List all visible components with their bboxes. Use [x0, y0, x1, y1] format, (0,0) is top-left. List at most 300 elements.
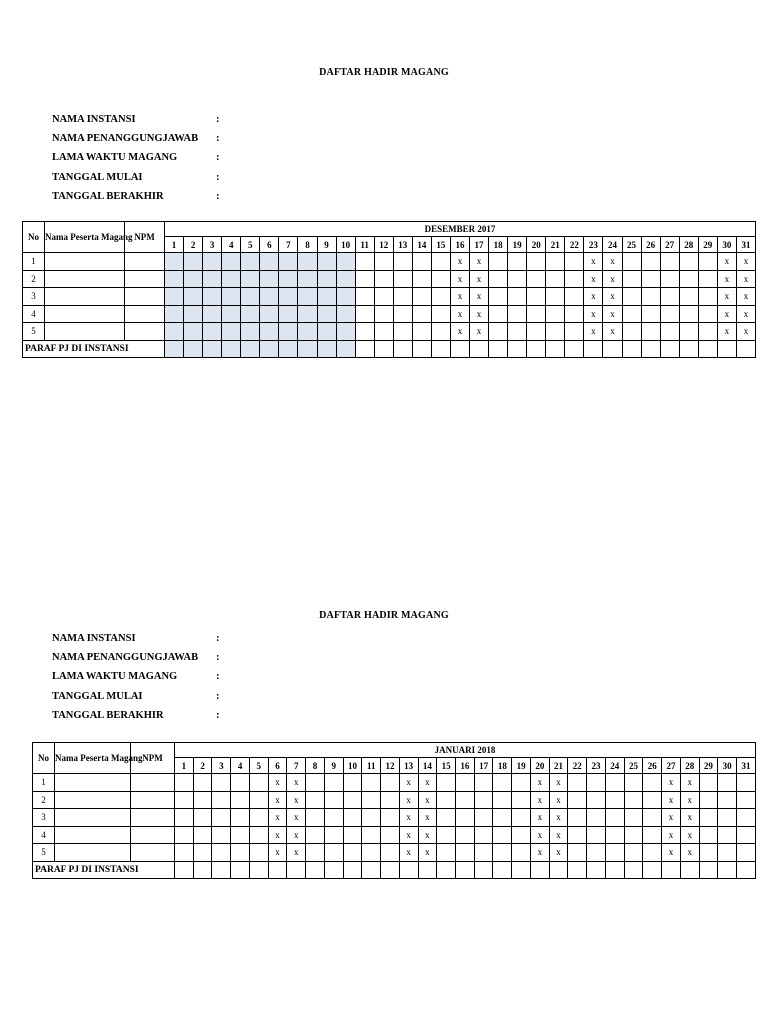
- day-cell[interactable]: [605, 826, 624, 844]
- day-cell[interactable]: [374, 253, 393, 271]
- npm-cell[interactable]: [125, 288, 165, 306]
- day-cell[interactable]: [718, 826, 737, 844]
- day-cell[interactable]: [437, 809, 456, 827]
- day-cell[interactable]: [231, 826, 250, 844]
- day-cell[interactable]: [231, 844, 250, 862]
- participant-name-cell[interactable]: [55, 826, 131, 844]
- day-cell[interactable]: [662, 826, 681, 844]
- day-cell[interactable]: [268, 774, 287, 792]
- paraf-cell[interactable]: [680, 861, 699, 878]
- day-cell[interactable]: [470, 323, 489, 341]
- day-cell[interactable]: [450, 323, 469, 341]
- paraf-cell[interactable]: [317, 340, 336, 357]
- day-cell[interactable]: [362, 844, 381, 862]
- day-cell[interactable]: [641, 270, 660, 288]
- day-cell[interactable]: [641, 305, 660, 323]
- day-cell[interactable]: [431, 323, 450, 341]
- day-cell[interactable]: [306, 844, 325, 862]
- day-cell[interactable]: [374, 270, 393, 288]
- day-cell[interactable]: [393, 270, 412, 288]
- day-cell[interactable]: [624, 844, 643, 862]
- day-cell[interactable]: [279, 270, 298, 288]
- day-cell[interactable]: [605, 774, 624, 792]
- day-cell[interactable]: [470, 305, 489, 323]
- paraf-cell[interactable]: [641, 340, 660, 357]
- day-cell[interactable]: [249, 844, 268, 862]
- day-cell[interactable]: [508, 288, 527, 306]
- day-cell[interactable]: [355, 323, 374, 341]
- day-cell[interactable]: [306, 791, 325, 809]
- day-cell[interactable]: [565, 323, 584, 341]
- day-cell[interactable]: [474, 774, 493, 792]
- day-cell[interactable]: [324, 809, 343, 827]
- day-cell[interactable]: [546, 270, 565, 288]
- day-cell[interactable]: [680, 774, 699, 792]
- paraf-cell[interactable]: [399, 861, 418, 878]
- day-cell[interactable]: [546, 288, 565, 306]
- participant-name-cell[interactable]: [45, 288, 125, 306]
- day-cell[interactable]: [680, 791, 699, 809]
- paraf-cell[interactable]: [699, 861, 718, 878]
- day-cell[interactable]: [184, 305, 203, 323]
- day-cell[interactable]: [450, 288, 469, 306]
- npm-cell[interactable]: [125, 270, 165, 288]
- day-cell[interactable]: [399, 791, 418, 809]
- day-cell[interactable]: [193, 844, 212, 862]
- day-cell[interactable]: [324, 774, 343, 792]
- day-cell[interactable]: [587, 826, 606, 844]
- day-cell[interactable]: [680, 844, 699, 862]
- day-cell[interactable]: [698, 288, 717, 306]
- day-cell[interactable]: [260, 323, 279, 341]
- day-cell[interactable]: [470, 288, 489, 306]
- day-cell[interactable]: [679, 253, 698, 271]
- day-cell[interactable]: [336, 323, 355, 341]
- day-cell[interactable]: [718, 774, 737, 792]
- day-cell[interactable]: [222, 270, 241, 288]
- day-cell[interactable]: [474, 809, 493, 827]
- npm-cell[interactable]: [131, 809, 175, 827]
- day-cell[interactable]: [374, 288, 393, 306]
- day-cell[interactable]: [662, 774, 681, 792]
- paraf-cell[interactable]: [222, 340, 241, 357]
- day-cell[interactable]: [527, 323, 546, 341]
- paraf-cell[interactable]: [622, 340, 641, 357]
- paraf-cell[interactable]: [456, 861, 475, 878]
- paraf-cell[interactable]: [603, 340, 622, 357]
- paraf-cell[interactable]: [412, 340, 431, 357]
- day-cell[interactable]: [222, 323, 241, 341]
- day-cell[interactable]: [624, 809, 643, 827]
- day-cell[interactable]: [165, 270, 184, 288]
- paraf-cell[interactable]: [249, 861, 268, 878]
- day-cell[interactable]: [718, 791, 737, 809]
- day-cell[interactable]: [212, 774, 231, 792]
- paraf-cell[interactable]: [306, 861, 325, 878]
- day-cell[interactable]: [680, 809, 699, 827]
- participant-name-cell[interactable]: [45, 253, 125, 271]
- day-cell[interactable]: [474, 791, 493, 809]
- day-cell[interactable]: [530, 844, 549, 862]
- paraf-cell[interactable]: [324, 861, 343, 878]
- day-cell[interactable]: [717, 323, 736, 341]
- paraf-cell[interactable]: [718, 861, 737, 878]
- day-cell[interactable]: [203, 288, 222, 306]
- day-cell[interactable]: [512, 826, 531, 844]
- day-cell[interactable]: [343, 774, 362, 792]
- day-cell[interactable]: [584, 305, 603, 323]
- day-cell[interactable]: [660, 270, 679, 288]
- day-cell[interactable]: [343, 826, 362, 844]
- paraf-cell[interactable]: [241, 340, 260, 357]
- day-cell[interactable]: [456, 826, 475, 844]
- paraf-cell[interactable]: [736, 340, 755, 357]
- day-cell[interactable]: [549, 826, 568, 844]
- day-cell[interactable]: [662, 791, 681, 809]
- paraf-cell[interactable]: [184, 340, 203, 357]
- day-cell[interactable]: [336, 288, 355, 306]
- day-cell[interactable]: [527, 305, 546, 323]
- day-cell[interactable]: [737, 809, 756, 827]
- day-cell[interactable]: [450, 270, 469, 288]
- day-cell[interactable]: [241, 323, 260, 341]
- day-cell[interactable]: [175, 774, 194, 792]
- paraf-cell[interactable]: [717, 340, 736, 357]
- day-cell[interactable]: [431, 288, 450, 306]
- day-cell[interactable]: [437, 791, 456, 809]
- day-cell[interactable]: [298, 253, 317, 271]
- day-cell[interactable]: [603, 288, 622, 306]
- paraf-cell[interactable]: [393, 340, 412, 357]
- day-cell[interactable]: [231, 809, 250, 827]
- day-cell[interactable]: [231, 791, 250, 809]
- day-cell[interactable]: [549, 809, 568, 827]
- day-cell[interactable]: [456, 844, 475, 862]
- day-cell[interactable]: [603, 323, 622, 341]
- day-cell[interactable]: [624, 791, 643, 809]
- paraf-cell[interactable]: [662, 861, 681, 878]
- day-cell[interactable]: [622, 270, 641, 288]
- day-cell[interactable]: [287, 809, 306, 827]
- day-cell[interactable]: [336, 305, 355, 323]
- npm-cell[interactable]: [125, 305, 165, 323]
- day-cell[interactable]: [437, 844, 456, 862]
- day-cell[interactable]: [493, 791, 512, 809]
- paraf-cell[interactable]: [605, 861, 624, 878]
- day-cell[interactable]: [393, 323, 412, 341]
- day-cell[interactable]: [718, 809, 737, 827]
- day-cell[interactable]: [643, 809, 662, 827]
- day-cell[interactable]: [317, 253, 336, 271]
- day-cell[interactable]: [587, 809, 606, 827]
- paraf-cell[interactable]: [568, 861, 587, 878]
- day-cell[interactable]: [493, 826, 512, 844]
- npm-cell[interactable]: [131, 826, 175, 844]
- day-cell[interactable]: [287, 791, 306, 809]
- day-cell[interactable]: [508, 305, 527, 323]
- paraf-cell[interactable]: [381, 861, 400, 878]
- paraf-cell[interactable]: [624, 861, 643, 878]
- day-cell[interactable]: [193, 809, 212, 827]
- day-cell[interactable]: [241, 253, 260, 271]
- day-cell[interactable]: [584, 253, 603, 271]
- day-cell[interactable]: [355, 288, 374, 306]
- participant-name-cell[interactable]: [55, 809, 131, 827]
- day-cell[interactable]: [355, 253, 374, 271]
- paraf-cell[interactable]: [546, 340, 565, 357]
- paraf-cell[interactable]: [193, 861, 212, 878]
- day-cell[interactable]: [568, 826, 587, 844]
- day-cell[interactable]: [212, 826, 231, 844]
- day-cell[interactable]: [279, 253, 298, 271]
- day-cell[interactable]: [717, 305, 736, 323]
- day-cell[interactable]: [737, 826, 756, 844]
- day-cell[interactable]: [298, 270, 317, 288]
- day-cell[interactable]: [527, 253, 546, 271]
- day-cell[interactable]: [679, 288, 698, 306]
- day-cell[interactable]: [489, 305, 508, 323]
- day-cell[interactable]: [362, 809, 381, 827]
- day-cell[interactable]: [699, 826, 718, 844]
- day-cell[interactable]: [241, 270, 260, 288]
- day-cell[interactable]: [546, 305, 565, 323]
- day-cell[interactable]: [260, 270, 279, 288]
- day-cell[interactable]: [549, 844, 568, 862]
- npm-cell[interactable]: [131, 774, 175, 792]
- day-cell[interactable]: [412, 323, 431, 341]
- day-cell[interactable]: [605, 791, 624, 809]
- day-cell[interactable]: [527, 270, 546, 288]
- participant-name-cell[interactable]: [45, 323, 125, 341]
- day-cell[interactable]: [298, 305, 317, 323]
- day-cell[interactable]: [450, 253, 469, 271]
- paraf-cell[interactable]: [437, 861, 456, 878]
- day-cell[interactable]: [249, 791, 268, 809]
- paraf-cell[interactable]: [493, 861, 512, 878]
- day-cell[interactable]: [298, 288, 317, 306]
- day-cell[interactable]: [362, 774, 381, 792]
- day-cell[interactable]: [431, 270, 450, 288]
- day-cell[interactable]: [317, 288, 336, 306]
- day-cell[interactable]: [287, 826, 306, 844]
- paraf-cell[interactable]: [268, 861, 287, 878]
- day-cell[interactable]: [660, 253, 679, 271]
- day-cell[interactable]: [549, 774, 568, 792]
- day-cell[interactable]: [418, 774, 437, 792]
- day-cell[interactable]: [717, 288, 736, 306]
- day-cell[interactable]: [530, 774, 549, 792]
- day-cell[interactable]: [249, 826, 268, 844]
- day-cell[interactable]: [249, 809, 268, 827]
- day-cell[interactable]: [456, 809, 475, 827]
- paraf-cell[interactable]: [165, 340, 184, 357]
- paraf-cell[interactable]: [508, 340, 527, 357]
- paraf-cell[interactable]: [362, 861, 381, 878]
- day-cell[interactable]: [279, 288, 298, 306]
- day-cell[interactable]: [165, 305, 184, 323]
- day-cell[interactable]: [287, 774, 306, 792]
- paraf-cell[interactable]: [587, 861, 606, 878]
- day-cell[interactable]: [493, 774, 512, 792]
- day-cell[interactable]: [437, 774, 456, 792]
- paraf-cell[interactable]: [374, 340, 393, 357]
- paraf-cell[interactable]: [260, 340, 279, 357]
- day-cell[interactable]: [641, 253, 660, 271]
- paraf-cell[interactable]: [203, 340, 222, 357]
- day-cell[interactable]: [622, 288, 641, 306]
- day-cell[interactable]: [231, 774, 250, 792]
- day-cell[interactable]: [736, 288, 755, 306]
- day-cell[interactable]: [512, 774, 531, 792]
- day-cell[interactable]: [306, 809, 325, 827]
- day-cell[interactable]: [717, 253, 736, 271]
- participant-name-cell[interactable]: [55, 844, 131, 862]
- day-cell[interactable]: [193, 826, 212, 844]
- day-cell[interactable]: [699, 774, 718, 792]
- day-cell[interactable]: [412, 270, 431, 288]
- day-cell[interactable]: [737, 791, 756, 809]
- day-cell[interactable]: [399, 774, 418, 792]
- paraf-cell[interactable]: [418, 861, 437, 878]
- day-cell[interactable]: [643, 844, 662, 862]
- day-cell[interactable]: [222, 253, 241, 271]
- day-cell[interactable]: [699, 791, 718, 809]
- day-cell[interactable]: [508, 253, 527, 271]
- day-cell[interactable]: [184, 323, 203, 341]
- paraf-cell[interactable]: [279, 340, 298, 357]
- paraf-cell[interactable]: [231, 861, 250, 878]
- paraf-cell[interactable]: [343, 861, 362, 878]
- paraf-cell[interactable]: [584, 340, 603, 357]
- day-cell[interactable]: [489, 253, 508, 271]
- day-cell[interactable]: [624, 774, 643, 792]
- day-cell[interactable]: [175, 809, 194, 827]
- day-cell[interactable]: [431, 253, 450, 271]
- day-cell[interactable]: [622, 305, 641, 323]
- paraf-cell[interactable]: [698, 340, 717, 357]
- day-cell[interactable]: [399, 826, 418, 844]
- day-cell[interactable]: [343, 809, 362, 827]
- day-cell[interactable]: [603, 270, 622, 288]
- day-cell[interactable]: [493, 844, 512, 862]
- paraf-cell[interactable]: [450, 340, 469, 357]
- day-cell[interactable]: [546, 253, 565, 271]
- day-cell[interactable]: [565, 288, 584, 306]
- day-cell[interactable]: [418, 826, 437, 844]
- participant-name-cell[interactable]: [45, 305, 125, 323]
- day-cell[interactable]: [512, 809, 531, 827]
- day-cell[interactable]: [474, 844, 493, 862]
- day-cell[interactable]: [680, 826, 699, 844]
- day-cell[interactable]: [565, 270, 584, 288]
- day-cell[interactable]: [662, 844, 681, 862]
- day-cell[interactable]: [418, 809, 437, 827]
- day-cell[interactable]: [568, 774, 587, 792]
- day-cell[interactable]: [699, 844, 718, 862]
- day-cell[interactable]: [343, 791, 362, 809]
- day-cell[interactable]: [306, 826, 325, 844]
- day-cell[interactable]: [418, 791, 437, 809]
- day-cell[interactable]: [336, 253, 355, 271]
- day-cell[interactable]: [662, 809, 681, 827]
- day-cell[interactable]: [175, 826, 194, 844]
- day-cell[interactable]: [660, 305, 679, 323]
- day-cell[interactable]: [512, 791, 531, 809]
- day-cell[interactable]: [317, 323, 336, 341]
- day-cell[interactable]: [393, 288, 412, 306]
- day-cell[interactable]: [489, 288, 508, 306]
- day-cell[interactable]: [268, 844, 287, 862]
- day-cell[interactable]: [584, 270, 603, 288]
- paraf-cell[interactable]: [530, 861, 549, 878]
- day-cell[interactable]: [508, 323, 527, 341]
- day-cell[interactable]: [622, 323, 641, 341]
- paraf-cell[interactable]: [643, 861, 662, 878]
- day-cell[interactable]: [717, 270, 736, 288]
- npm-cell[interactable]: [125, 253, 165, 271]
- day-cell[interactable]: [641, 323, 660, 341]
- day-cell[interactable]: [587, 844, 606, 862]
- day-cell[interactable]: [268, 826, 287, 844]
- paraf-cell[interactable]: [474, 861, 493, 878]
- day-cell[interactable]: [393, 305, 412, 323]
- paraf-cell[interactable]: [527, 340, 546, 357]
- day-cell[interactable]: [679, 305, 698, 323]
- day-cell[interactable]: [268, 791, 287, 809]
- day-cell[interactable]: [355, 270, 374, 288]
- day-cell[interactable]: [381, 774, 400, 792]
- day-cell[interactable]: [212, 809, 231, 827]
- day-cell[interactable]: [584, 288, 603, 306]
- npm-cell[interactable]: [131, 844, 175, 862]
- day-cell[interactable]: [456, 774, 475, 792]
- day-cell[interactable]: [470, 253, 489, 271]
- day-cell[interactable]: [679, 323, 698, 341]
- paraf-cell[interactable]: [355, 340, 374, 357]
- day-cell[interactable]: [474, 826, 493, 844]
- day-cell[interactable]: [736, 305, 755, 323]
- day-cell[interactable]: [399, 809, 418, 827]
- day-cell[interactable]: [399, 844, 418, 862]
- day-cell[interactable]: [450, 305, 469, 323]
- day-cell[interactable]: [549, 791, 568, 809]
- paraf-cell[interactable]: [679, 340, 698, 357]
- day-cell[interactable]: [437, 826, 456, 844]
- day-cell[interactable]: [737, 774, 756, 792]
- day-cell[interactable]: [268, 809, 287, 827]
- day-cell[interactable]: [622, 253, 641, 271]
- day-cell[interactable]: [381, 844, 400, 862]
- day-cell[interactable]: [565, 305, 584, 323]
- day-cell[interactable]: [362, 826, 381, 844]
- day-cell[interactable]: [203, 253, 222, 271]
- paraf-cell[interactable]: [737, 861, 756, 878]
- day-cell[interactable]: [641, 288, 660, 306]
- day-cell[interactable]: [287, 844, 306, 862]
- day-cell[interactable]: [260, 305, 279, 323]
- day-cell[interactable]: [718, 844, 737, 862]
- day-cell[interactable]: [489, 323, 508, 341]
- day-cell[interactable]: [241, 305, 260, 323]
- day-cell[interactable]: [699, 809, 718, 827]
- day-cell[interactable]: [374, 305, 393, 323]
- day-cell[interactable]: [431, 305, 450, 323]
- day-cell[interactable]: [279, 305, 298, 323]
- day-cell[interactable]: [527, 288, 546, 306]
- day-cell[interactable]: [381, 826, 400, 844]
- npm-cell[interactable]: [131, 791, 175, 809]
- day-cell[interactable]: [587, 774, 606, 792]
